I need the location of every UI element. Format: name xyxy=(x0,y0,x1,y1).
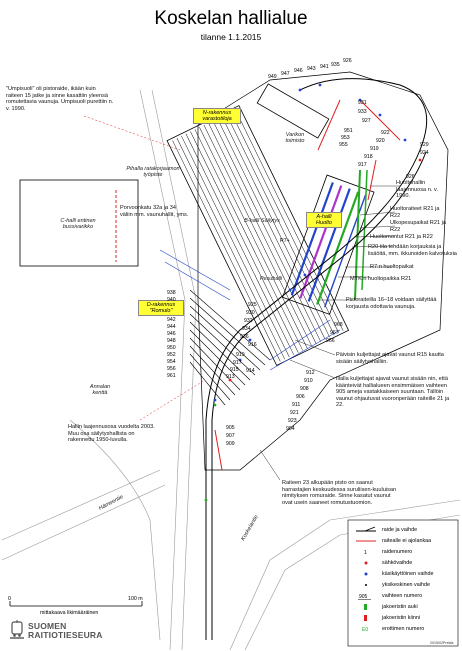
electric-switch-icon xyxy=(355,559,377,567)
track-number-955: 955 xyxy=(339,142,348,148)
track-number-966: 966 xyxy=(326,338,335,344)
d-area-tracks xyxy=(190,290,270,405)
road-curve-1 xyxy=(70,420,160,640)
footer-code: 2015/02Prelda xyxy=(430,641,454,645)
track-number-956: 956 xyxy=(167,366,176,372)
single-switch-icon xyxy=(355,581,377,589)
track-number-913: 913 xyxy=(226,374,235,380)
track-number-909: 909 xyxy=(226,441,235,447)
note-hallin: Hallin laajennusosa vuodelta 2003. Muu osa säilytyshallista on rakennettu 1950-luvulla. xyxy=(68,424,155,444)
track-number-915: 915 xyxy=(230,367,239,373)
track-number-icon xyxy=(355,548,377,556)
isolator-number-icon xyxy=(355,625,377,633)
track-number-919r: 919 xyxy=(370,146,379,152)
annotation-leaders xyxy=(84,116,205,420)
scale-caption: mittakaava likimääräinen xyxy=(40,610,99,616)
note-pihalla: Pihalla ratakorjaamon työpiste xyxy=(126,166,180,179)
track-number-940: 940 xyxy=(167,297,176,303)
track-number-950: 950 xyxy=(167,345,176,351)
track-number-906: 906 xyxy=(296,394,305,400)
manual-switch-icon xyxy=(355,570,377,578)
switch-number-icon xyxy=(355,592,377,600)
track-number-917r: 917 xyxy=(358,162,367,168)
track-number-929: 929 xyxy=(420,142,429,148)
note-umpisuoli: "Umpisuoli" oli pistoraide, ikään kuin raiteen 15 jatke ja sinne kasattiin yleensä romutettavia vaunuja. Umpisuoli purettiin n. v. 1990. xyxy=(6,86,114,112)
note-illalla: Illalla kuljettajat ajavat vaunut sisään nin, että käänteivät hallialueen ensimmäisen vaihteen 905 ameja vastakkaiseen suuntaan. Tällöin vaunut ohjautuvat vuoronperään raiteille 21 ja 22. xyxy=(336,376,450,409)
track-number-953: 953 xyxy=(341,135,350,141)
track-number-936: 936 xyxy=(240,334,249,340)
track-number-933: 933 xyxy=(358,109,367,115)
r7-label: R7+ xyxy=(280,238,290,244)
insulator-open-icon xyxy=(355,603,377,611)
n-building-label: N-rakennus varastotiloja xyxy=(193,108,241,124)
track-number-941: 941 xyxy=(320,64,329,70)
track-number-946: 946 xyxy=(294,68,303,74)
scale-left-label: 0 xyxy=(8,596,11,602)
note-huoltomontut: Huoltomontut R21 ja R22 xyxy=(370,234,433,240)
track-number-904: 904 xyxy=(286,426,295,432)
track-number-951: 951 xyxy=(344,128,353,134)
b-hall-label: B-halli Säilytys xyxy=(244,218,280,224)
d-building-label: D-rakennus "Romulo" xyxy=(138,300,184,316)
scale-right-label: 100 m xyxy=(128,596,143,602)
track-number-908: 908 xyxy=(300,386,309,392)
n-building xyxy=(257,84,329,138)
svg-text:905: 905 xyxy=(359,594,368,600)
no-wire-track-icon xyxy=(355,537,377,545)
note-ulkopesupaikat: Ulkopesupaikat R21 ja R22 xyxy=(390,220,446,233)
red-track-2 xyxy=(318,100,340,150)
track-number-918r: 918 xyxy=(364,154,373,160)
track-number-919: 919 xyxy=(236,352,245,358)
track-number-923: 923 xyxy=(288,418,297,424)
track-number-905: 905 xyxy=(226,425,235,431)
site-perimeter xyxy=(198,72,448,470)
road-annala-2 xyxy=(2,485,165,560)
track-number-968: 968 xyxy=(334,322,343,328)
c-hall-label: C-halli entinen bussivarikko xyxy=(60,218,96,231)
track-number-934: 934 xyxy=(242,326,251,332)
track-number-935: 935 xyxy=(331,62,340,68)
note-mtk: MTK:n huoltopaikka R21 xyxy=(350,276,412,282)
track-number-952: 952 xyxy=(167,352,176,358)
track-number-921: 921 xyxy=(290,410,299,416)
note-porvoo: Porvoonkatu 32a ja 34 väliin mm. vaunuhallit, yms. xyxy=(120,205,189,218)
svg-text:1: 1 xyxy=(364,550,367,556)
a-hall-label: A-halli Huolto xyxy=(306,212,342,228)
track-number-942: 942 xyxy=(167,317,176,323)
track-number-931: 931 xyxy=(358,100,367,106)
track-number-910: 910 xyxy=(304,378,313,384)
logo-text: SUOMEN RAITIOTIESEURA xyxy=(28,621,103,640)
track-switch-icon xyxy=(355,526,377,534)
red-track-1 xyxy=(368,160,376,200)
road-annala-1 xyxy=(2,470,160,540)
track-number-930: 930 xyxy=(246,310,255,316)
track-number-943: 943 xyxy=(307,66,316,72)
note-r20: R20 tila tehdään korjauksia ja lisäöitä, mm. ikkunoiden kalvotuksia xyxy=(368,244,457,257)
track-number-911: 911 xyxy=(292,402,301,408)
track-number-920: 920 xyxy=(376,138,385,144)
srs-logo-icon xyxy=(8,620,26,640)
track-number-925: 925 xyxy=(248,302,257,308)
track-number-967: 967 xyxy=(330,330,339,336)
track-number-938: 938 xyxy=(167,290,176,296)
track-number-948: 948 xyxy=(167,338,176,344)
track-number-944: 944 xyxy=(167,324,176,330)
track-number-927: 927 xyxy=(362,118,371,124)
note-huoltoraiteet: Huoltoraiteet R21 ja R22 xyxy=(390,206,440,219)
track-number-926r: 926 xyxy=(406,174,415,180)
track-number-947: 947 xyxy=(281,71,290,77)
note-r7: R7:n huoltopaikat xyxy=(370,264,414,270)
map-title: Koskelan hallialue xyxy=(154,8,308,29)
map-subtitle: tilanne 1.1.2015 xyxy=(200,32,262,42)
note-pistoraiteilla: Pistoraiteilla 16–18 voidaan säilyttää korjausta odottavia vaunuja. xyxy=(346,297,437,310)
track-number-917: 917 xyxy=(233,360,242,366)
insulator-closed-icon xyxy=(355,614,377,622)
track-number-946l: 946 xyxy=(167,331,176,337)
track-number-949: 949 xyxy=(268,74,277,80)
red-track-3 xyxy=(215,430,222,470)
note-raiteen23: Raiteen 23 alkupään pisto on saanut harrastajien keskuudessa suruliisen-kuuluisan nimityksen romuraide. Sinne kasatut vaunut ovat usein saaneet romutustuomion. xyxy=(282,480,397,506)
koskelantie-label: Koskelantie xyxy=(240,514,260,542)
track-number-961: 961 xyxy=(167,373,176,379)
track-number-914: 914 xyxy=(246,368,255,374)
track-number-916: 916 xyxy=(248,342,257,348)
office-label: Varikon toimisto xyxy=(285,132,305,145)
hameentie-label: Hämeentie xyxy=(98,494,125,512)
track-number-924: 924 xyxy=(420,150,429,156)
svg-text:E0: E0 xyxy=(362,627,369,633)
track-number-954: 954 xyxy=(167,359,176,365)
track-number-922: 922 xyxy=(381,130,390,136)
wash-hall-label: Pesuhalli xyxy=(259,276,283,282)
track-number-912: 912 xyxy=(306,370,315,376)
track-number-907: 907 xyxy=(226,433,235,439)
note-paivisin: Päivisin kuljettajat ajavat vaunut R15 kautta sisään säilytyshalliin. xyxy=(336,352,444,365)
note-huoltohallin: Huoltohallin laajennuosa n. v. 1990. xyxy=(396,180,438,200)
track-number-932: 932 xyxy=(244,318,253,324)
annala-field-label: Annalan kenttä xyxy=(89,384,111,397)
track-number-926: 926 xyxy=(343,58,352,64)
